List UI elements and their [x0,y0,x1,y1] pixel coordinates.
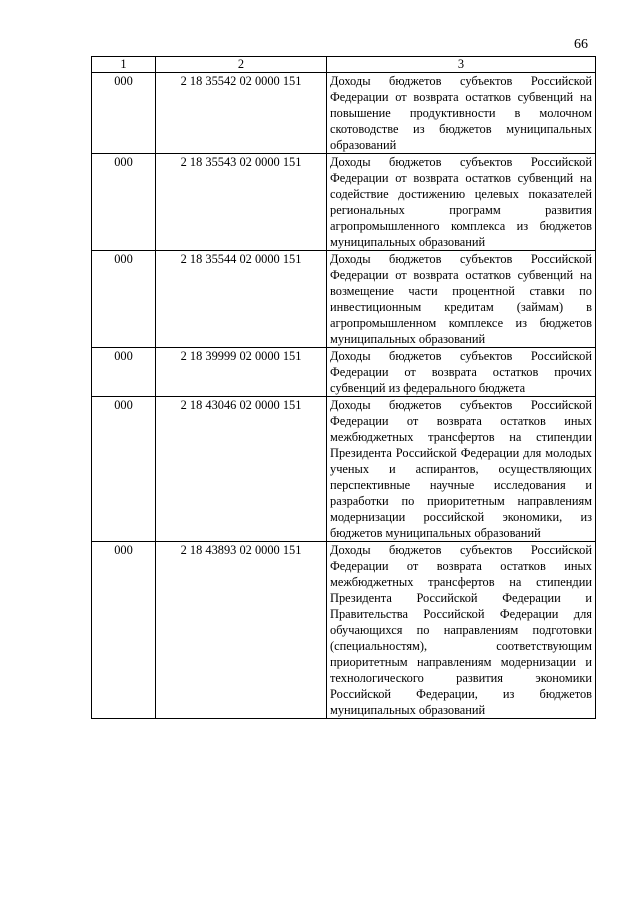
revenue-name-cell: Доходы бюджетов субъектов Российской Федерации от возврата остатков субвенций на повышение продуктивности в молочном скотоводстве из бюджетов муниципальных образований [327,73,596,154]
budget-code-cell: 2 18 35542 02 0000 151 [156,73,327,154]
table-row [92,397,596,542]
column-header-2: 2 [156,57,327,73]
revenue-name-cell: Доходы бюджетов субъектов Российской Федерации от возврата остатков иных межбюджетных трансфертов на стипендии Президента Российской Федерации и Правительства Российской Федерации для обучающихся по направлениям подготовки (специальностям), соответствующим приоритетным направлениям модернизации и технологического развития экономики Российской Федерации, из бюджетов муниципальных образований [327,542,596,719]
revenue-name-cell: Доходы бюджетов субъектов Российской Федерации от возврата остатков субвенций на возмещение части процентной ставки по инвестиционным кредитам (займам) в агропромышленном комплексе из бюджетов муниципальных образований [327,251,596,348]
revenue-name-cell: Доходы бюджетов субъектов Российской Федерации от возврата остатков прочих субвенций из федерального бюджета [327,348,596,397]
table-row [92,542,596,719]
table-header [92,57,596,73]
admin-code-cell: 000 [92,73,156,154]
revenue-name-cell: Доходы бюджетов субъектов Российской Федерации от возврата остатков иных межбюджетных трансфертов на стипендии Президента Российской Федерации для молодых ученых и аспирантов, осуществляющих перспективные научные исследования и разработки по приоритетным направлениям модернизации российской экономики, из бюджетов муниципальных образований [327,397,596,542]
admin-code-cell: 000 [92,397,156,542]
admin-code-cell: 000 [92,542,156,719]
admin-code-cell: 000 [92,251,156,348]
header-row [92,57,596,73]
admin-code-cell: 000 [92,348,156,397]
budget-code-cell: 2 18 35543 02 0000 151 [156,154,327,251]
column-header-3: 3 [327,57,596,73]
table-row [92,348,596,397]
budget-code-cell: 2 18 43893 02 0000 151 [156,542,327,719]
table-row [92,154,596,251]
admin-code-cell: 000 [92,154,156,251]
budget-code-cell: 2 18 43046 02 0000 151 [156,397,327,542]
page-number: 66 [574,37,588,52]
budget-code-cell: 2 18 39999 02 0000 151 [156,348,327,397]
table-row [92,73,596,154]
table-body [92,73,596,719]
budget-code-cell: 2 18 35544 02 0000 151 [156,251,327,348]
column-header-1: 1 [92,57,156,73]
revenue-name-cell: Доходы бюджетов субъектов Российской Федерации от возврата остатков субвенций на содействие достижению целевых показателей региональных программ развития агропромышленного комплекса из бюджетов муниципальных образований [327,154,596,251]
budget-classification-table [91,56,596,719]
table-row [92,251,596,348]
